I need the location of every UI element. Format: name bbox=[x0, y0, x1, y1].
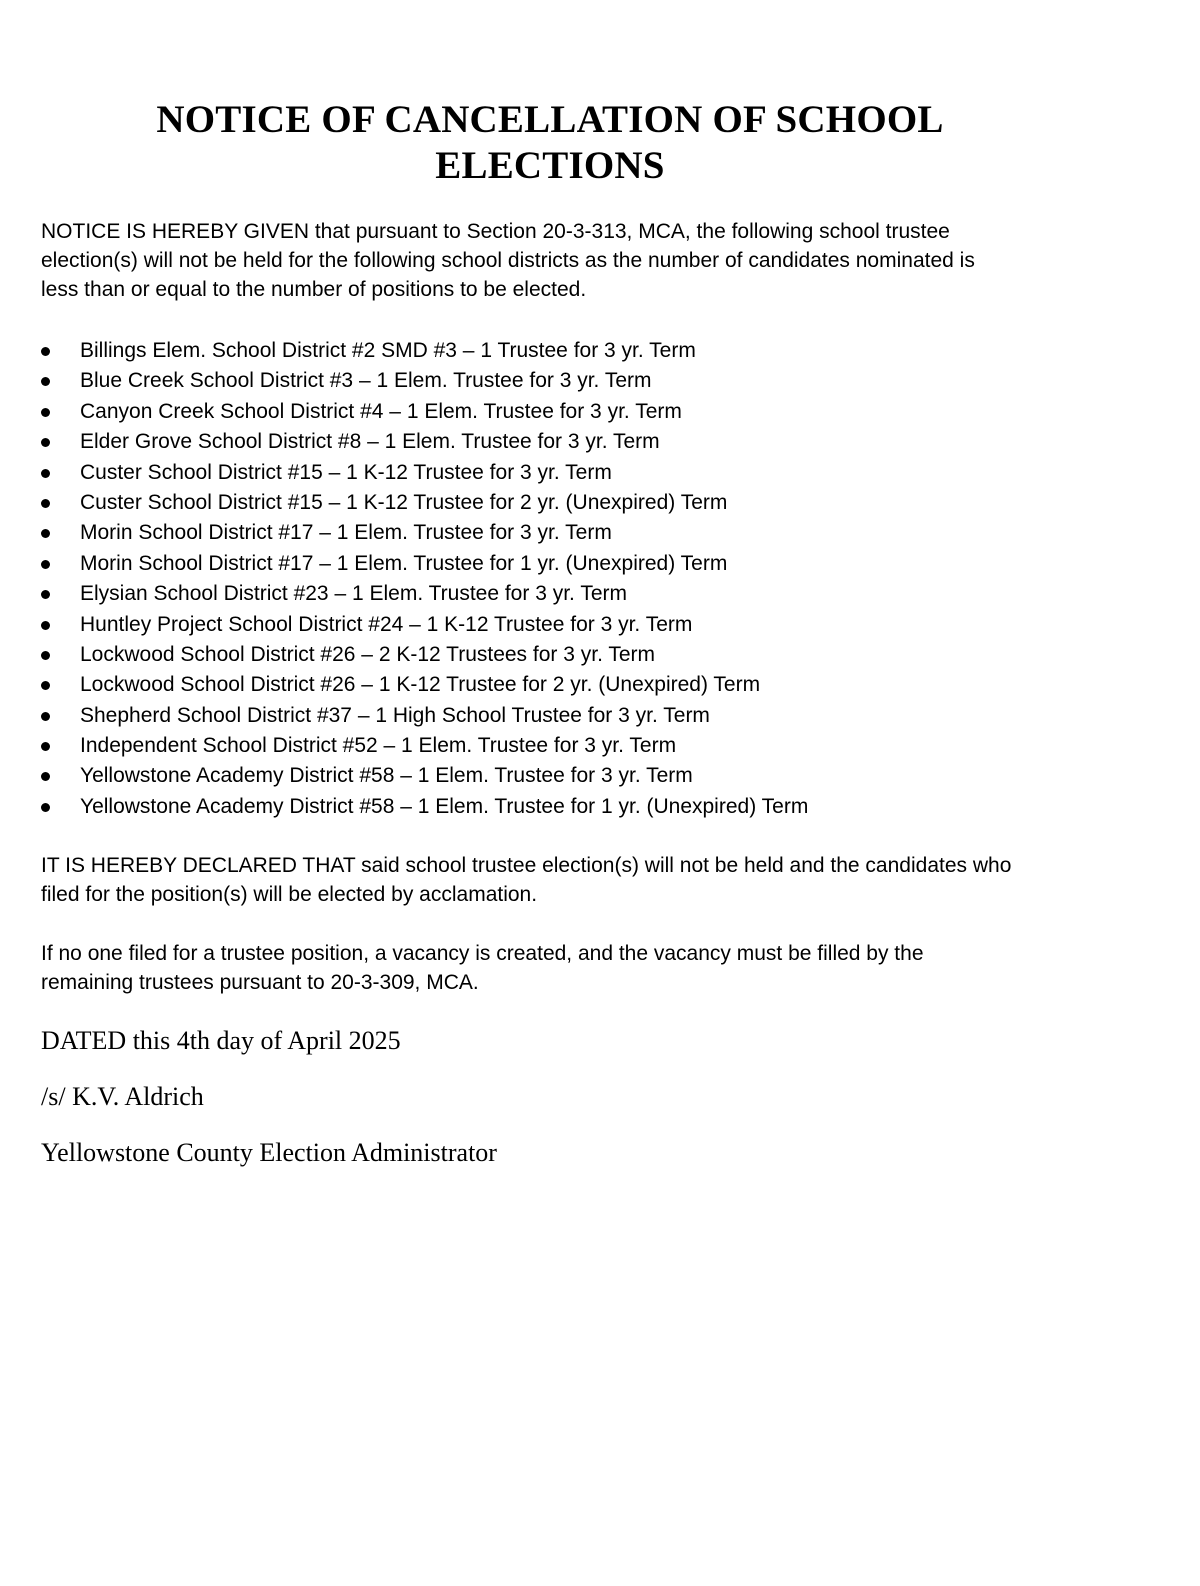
bullet-icon bbox=[41, 560, 50, 569]
list-item bbox=[0, 397, 1200, 427]
bullet-icon bbox=[41, 499, 50, 508]
list-item bbox=[0, 640, 1200, 670]
declaration-paragraph bbox=[41, 851, 1121, 909]
list-item-text: Billings Elem. School District #2 SMD #3 – 1 Trustee for 3 yr. Term bbox=[80, 339, 696, 362]
list-item bbox=[0, 458, 1200, 488]
intro-line: NOTICE IS HEREBY GIVEN that pursuant to Section 20-3-313, MCA, the following school trustee bbox=[41, 220, 950, 243]
bullet-icon bbox=[41, 469, 50, 478]
list-item bbox=[0, 610, 1200, 640]
cancelled-elections-list bbox=[0, 336, 1200, 822]
list-item-text: Canyon Creek School District #4 – 1 Elem. Trustee for 3 yr. Term bbox=[80, 399, 682, 423]
bullet-icon bbox=[41, 408, 50, 417]
intro-paragraph bbox=[41, 217, 1101, 304]
notice-title-line: NOTICE OF CANCELLATION OF SCHOOL bbox=[156, 98, 944, 141]
notice-title bbox=[100, 97, 1000, 189]
bullet-icon bbox=[41, 681, 50, 690]
list-item bbox=[0, 761, 1200, 791]
intro-line: less than or equal to the number of positions to be elected. bbox=[41, 278, 587, 301]
list-item bbox=[0, 366, 1200, 396]
bullet-icon bbox=[41, 347, 50, 356]
signer-title: Yellowstone County Election Administrator bbox=[41, 1138, 497, 1167]
list-item bbox=[0, 427, 1200, 457]
list-item-text: Elder Grove School District #8 – 1 Elem. Trustee for 3 yr. Term bbox=[80, 430, 660, 454]
vacancy-line: remaining trustees pursuant to 20-3-309, MCA. bbox=[41, 971, 479, 994]
list-item-text: Shepherd School District #37 – 1 High School Trustee for 3 yr. Term bbox=[80, 703, 710, 727]
declaration-line: IT IS HEREBY DECLARED THAT said school trustee election(s) will not be held and the candidates who bbox=[41, 854, 1012, 877]
bullet-icon bbox=[41, 438, 50, 447]
bullet-icon bbox=[41, 651, 50, 660]
list-item-text: Morin School District #17 – 1 Elem. Trustee for 3 yr. Term bbox=[80, 521, 612, 545]
list-item bbox=[0, 336, 1200, 366]
list-item bbox=[0, 579, 1200, 609]
list-item-text: Morin School District #17 – 1 Elem. Trustee for 1 yr. (Unexpired) Term bbox=[80, 551, 728, 575]
vacancy-line: If no one filed for a trustee position, a vacancy is created, and the vacancy must be filled by the bbox=[41, 942, 924, 965]
bullet-icon bbox=[41, 529, 50, 538]
list-item-text: Yellowstone Academy District #58 – 1 Elem. Trustee for 3 yr. Term bbox=[80, 764, 693, 788]
signature-line: /s/ K.V. Aldrich bbox=[41, 1082, 204, 1111]
intro-line: election(s) will not be held for the following school districts as the number of candidates nominated is bbox=[41, 249, 975, 272]
list-item-text: Huntley Project School District #24 – 1 K-12 Trustee for 3 yr. Term bbox=[80, 612, 693, 636]
bullet-icon bbox=[41, 712, 50, 721]
list-item bbox=[0, 792, 1200, 822]
list-item bbox=[0, 670, 1200, 700]
bullet-icon bbox=[41, 377, 50, 386]
bullet-icon bbox=[41, 621, 50, 630]
bullet-icon bbox=[41, 803, 50, 812]
list-item-text: Lockwood School District #26 – 1 K-12 Trustee for 2 yr. (Unexpired) Term bbox=[80, 673, 761, 697]
list-item bbox=[0, 701, 1200, 731]
list-item bbox=[0, 549, 1200, 579]
bullet-icon bbox=[41, 590, 50, 599]
bullet-icon bbox=[41, 772, 50, 781]
list-item-text: Lockwood School District #26 – 2 K-12 Trustees for 3 yr. Term bbox=[80, 642, 656, 666]
list-item-text: Custer School District #15 – 1 K-12 Trustee for 3 yr. Term bbox=[80, 460, 612, 484]
list-item bbox=[0, 731, 1200, 761]
declaration-line: filed for the position(s) will be elected by acclamation. bbox=[41, 883, 538, 906]
list-item bbox=[0, 488, 1200, 518]
vacancy-paragraph bbox=[41, 939, 1121, 997]
dated-line: DATED this 4th day of April 2025 bbox=[41, 1026, 401, 1055]
list-item-text: Yellowstone Academy District #58 – 1 Elem. Trustee for 1 yr. (Unexpired) Term bbox=[80, 794, 809, 818]
list-item bbox=[0, 518, 1200, 548]
list-item-text: Independent School District #52 – 1 Elem. Trustee for 3 yr. Term bbox=[80, 734, 677, 758]
list-item-text: Blue Creek School District #3 – 1 Elem. Trustee for 3 yr. Term bbox=[80, 369, 652, 393]
list-item-text: Elysian School District #23 – 1 Elem. Trustee for 3 yr. Term bbox=[80, 582, 627, 606]
bullet-icon bbox=[41, 742, 50, 751]
list-item-text: Custer School District #15 – 1 K-12 Trustee for 2 yr. (Unexpired) Term bbox=[80, 490, 728, 514]
notice-title-line: ELECTIONS bbox=[435, 144, 665, 187]
